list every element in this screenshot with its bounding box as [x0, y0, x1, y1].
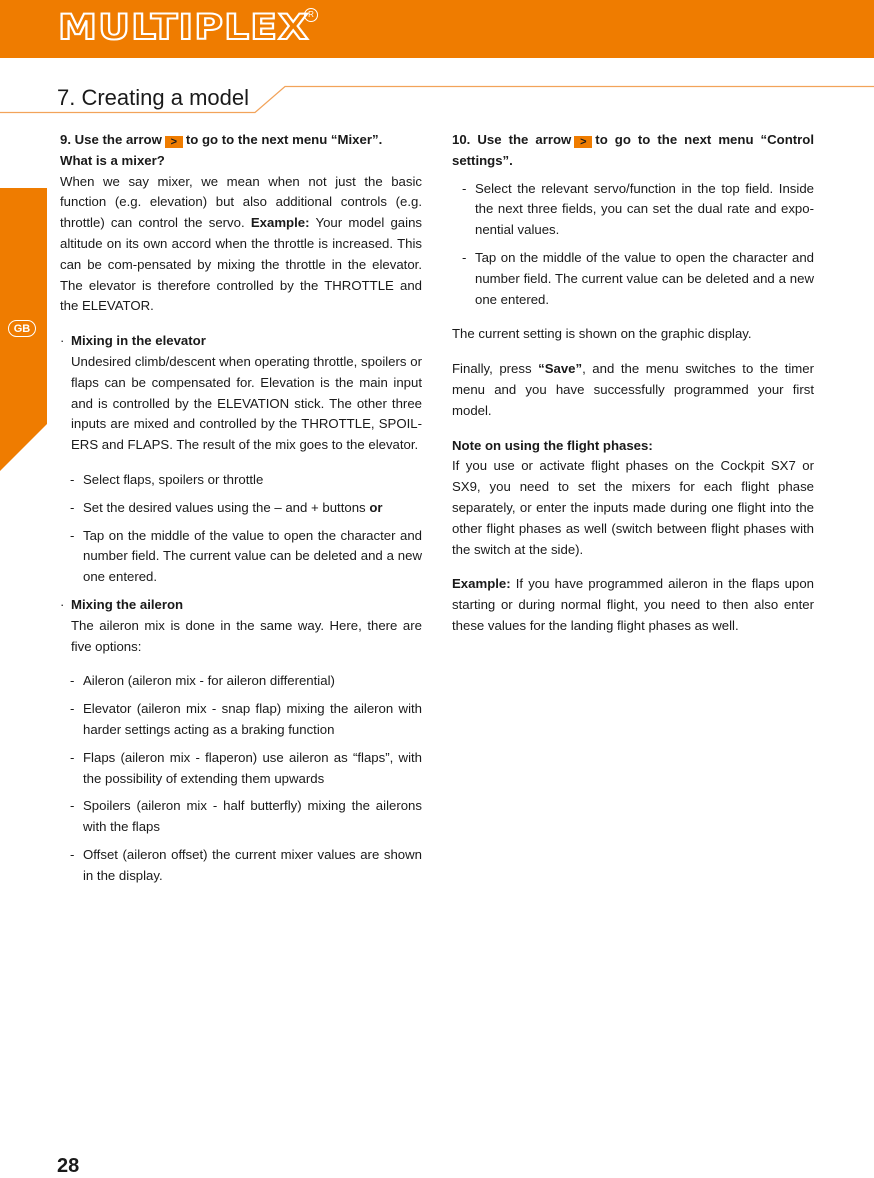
list-item: - Elevator (aileron mix - snap flap) mixing the aileron with harder settings acting as a braking function	[70, 701, 422, 737]
list-item: - Select flaps, spoilers or throttle	[70, 471, 264, 487]
section-title: 7. Creating a model	[57, 85, 249, 110]
aileron-mix-text: The aileron mix is done in the same way. Here, there are five options:	[71, 617, 422, 654]
flight-phases-heading: Note on using the flight phases:	[452, 437, 653, 453]
flight-phases-text: If you use or activate flight phases on the Cockpit SX7 or SX9, you need to set the mixers for each flight phase separately, or enter the inputs made during one flight into the other flight phases as well (switch between flight phases with the switch at the side).	[452, 458, 814, 557]
language-tab-gb: GB	[8, 320, 36, 337]
list-item: - Tap on the middle of the value to open the character and number field. The current value can be deleted and a new one entered.	[462, 249, 814, 307]
multiplex-logo: MULTIPLEX	[58, 8, 310, 48]
list-item: - Flaps (aileron mix - flaperon) use aileron as “flaps”, with the possibility of extending them upwards	[70, 749, 422, 786]
mixer-intro-paragraph: When we say mixer, we mean when not just the basic function (e.g. elevation) but also additional controls (e.g. throttle) can control the servo. Example: Your model gains altitude on its own accord when the throttle is increased. This can be com-pensated by mixing the throttle in the elevator. The elevator is therefore controlled by the THROTTLE and the ELEVATOR.	[60, 173, 422, 314]
next-arrow-icon: >	[574, 136, 592, 148]
example-paragraph: Example: If you have programmed aileron in the flaps upon starting or during normal flight, you need to then also enter these values for the landing flight phases as well.	[452, 576, 814, 633]
list-item: - Set the desired values using the – and + buttons or	[70, 499, 383, 515]
registered-mark-icon: R	[304, 8, 318, 22]
list-item: - Tap on the middle of the value to open the character and number field. The current value can be deleted and a new one entered.	[70, 527, 422, 585]
header-bar	[0, 0, 874, 58]
right-column	[452, 130, 814, 637]
aileron-mix-heading: Mixing the aileron	[71, 596, 184, 612]
list-item: - Spoilers (aileron mix - half butterfly) mixing the ailerons with the flaps	[70, 798, 422, 835]
list-item: - Select the relevant servo/function in the top field. Inside the next three fields, you can set the dual rate and expo-nential values.	[462, 180, 814, 238]
step-10-heading: 10. Use the arrow > to go to the next menu “Control settings”.	[452, 132, 814, 168]
step-9-heading: 9. Use the arrow > to go to the next menu “Mixer”.	[60, 132, 383, 148]
what-is-mixer-heading: What is a mixer?	[60, 152, 165, 168]
page-number: 28	[57, 1155, 80, 1177]
current-setting-text: The current setting is shown on the graphic display.	[452, 326, 752, 342]
finally-paragraph: Finally, press “Save”, and the menu switches to the timer menu and you have successfully programmed your first model.	[452, 361, 814, 418]
next-arrow-icon: >	[165, 136, 183, 148]
elevator-mix-text: Undesired climb/descent when operating throttle, spoilers or flaps can be compensated for. Elevation is the main input and is controlled by the ELEVATION stick. The other three inputs are mixed and controlled by the THROTTLE, SPOIL-ERS and FLAPS. The result of the mix goes to the elevator.	[71, 353, 422, 453]
list-item: - Offset (aileron offset) the current mixer values are shown in the display.	[70, 846, 422, 883]
elevator-mix-heading: Mixing in the elevator	[71, 333, 206, 349]
elevator-mix-section: · Mixing in the elevator Undesired climb/descent when operating throttle, spoilers or flaps can be compensated for. Elevation is the main input and is controlled by the ELEVATION stick. The other three inputs are mixed and controlled by the THROTTLE, SPOIL-ERS and FLAPS. The result of the mix goes to the elevator.	[60, 331, 422, 456]
left-column	[60, 130, 422, 887]
list-item: - Aileron (aileron mix - for aileron differential)	[70, 673, 335, 689]
aileron-mix-section: · Mixing the aileron The aileron mix is done in the same way. Here, there are five options:	[60, 595, 422, 657]
